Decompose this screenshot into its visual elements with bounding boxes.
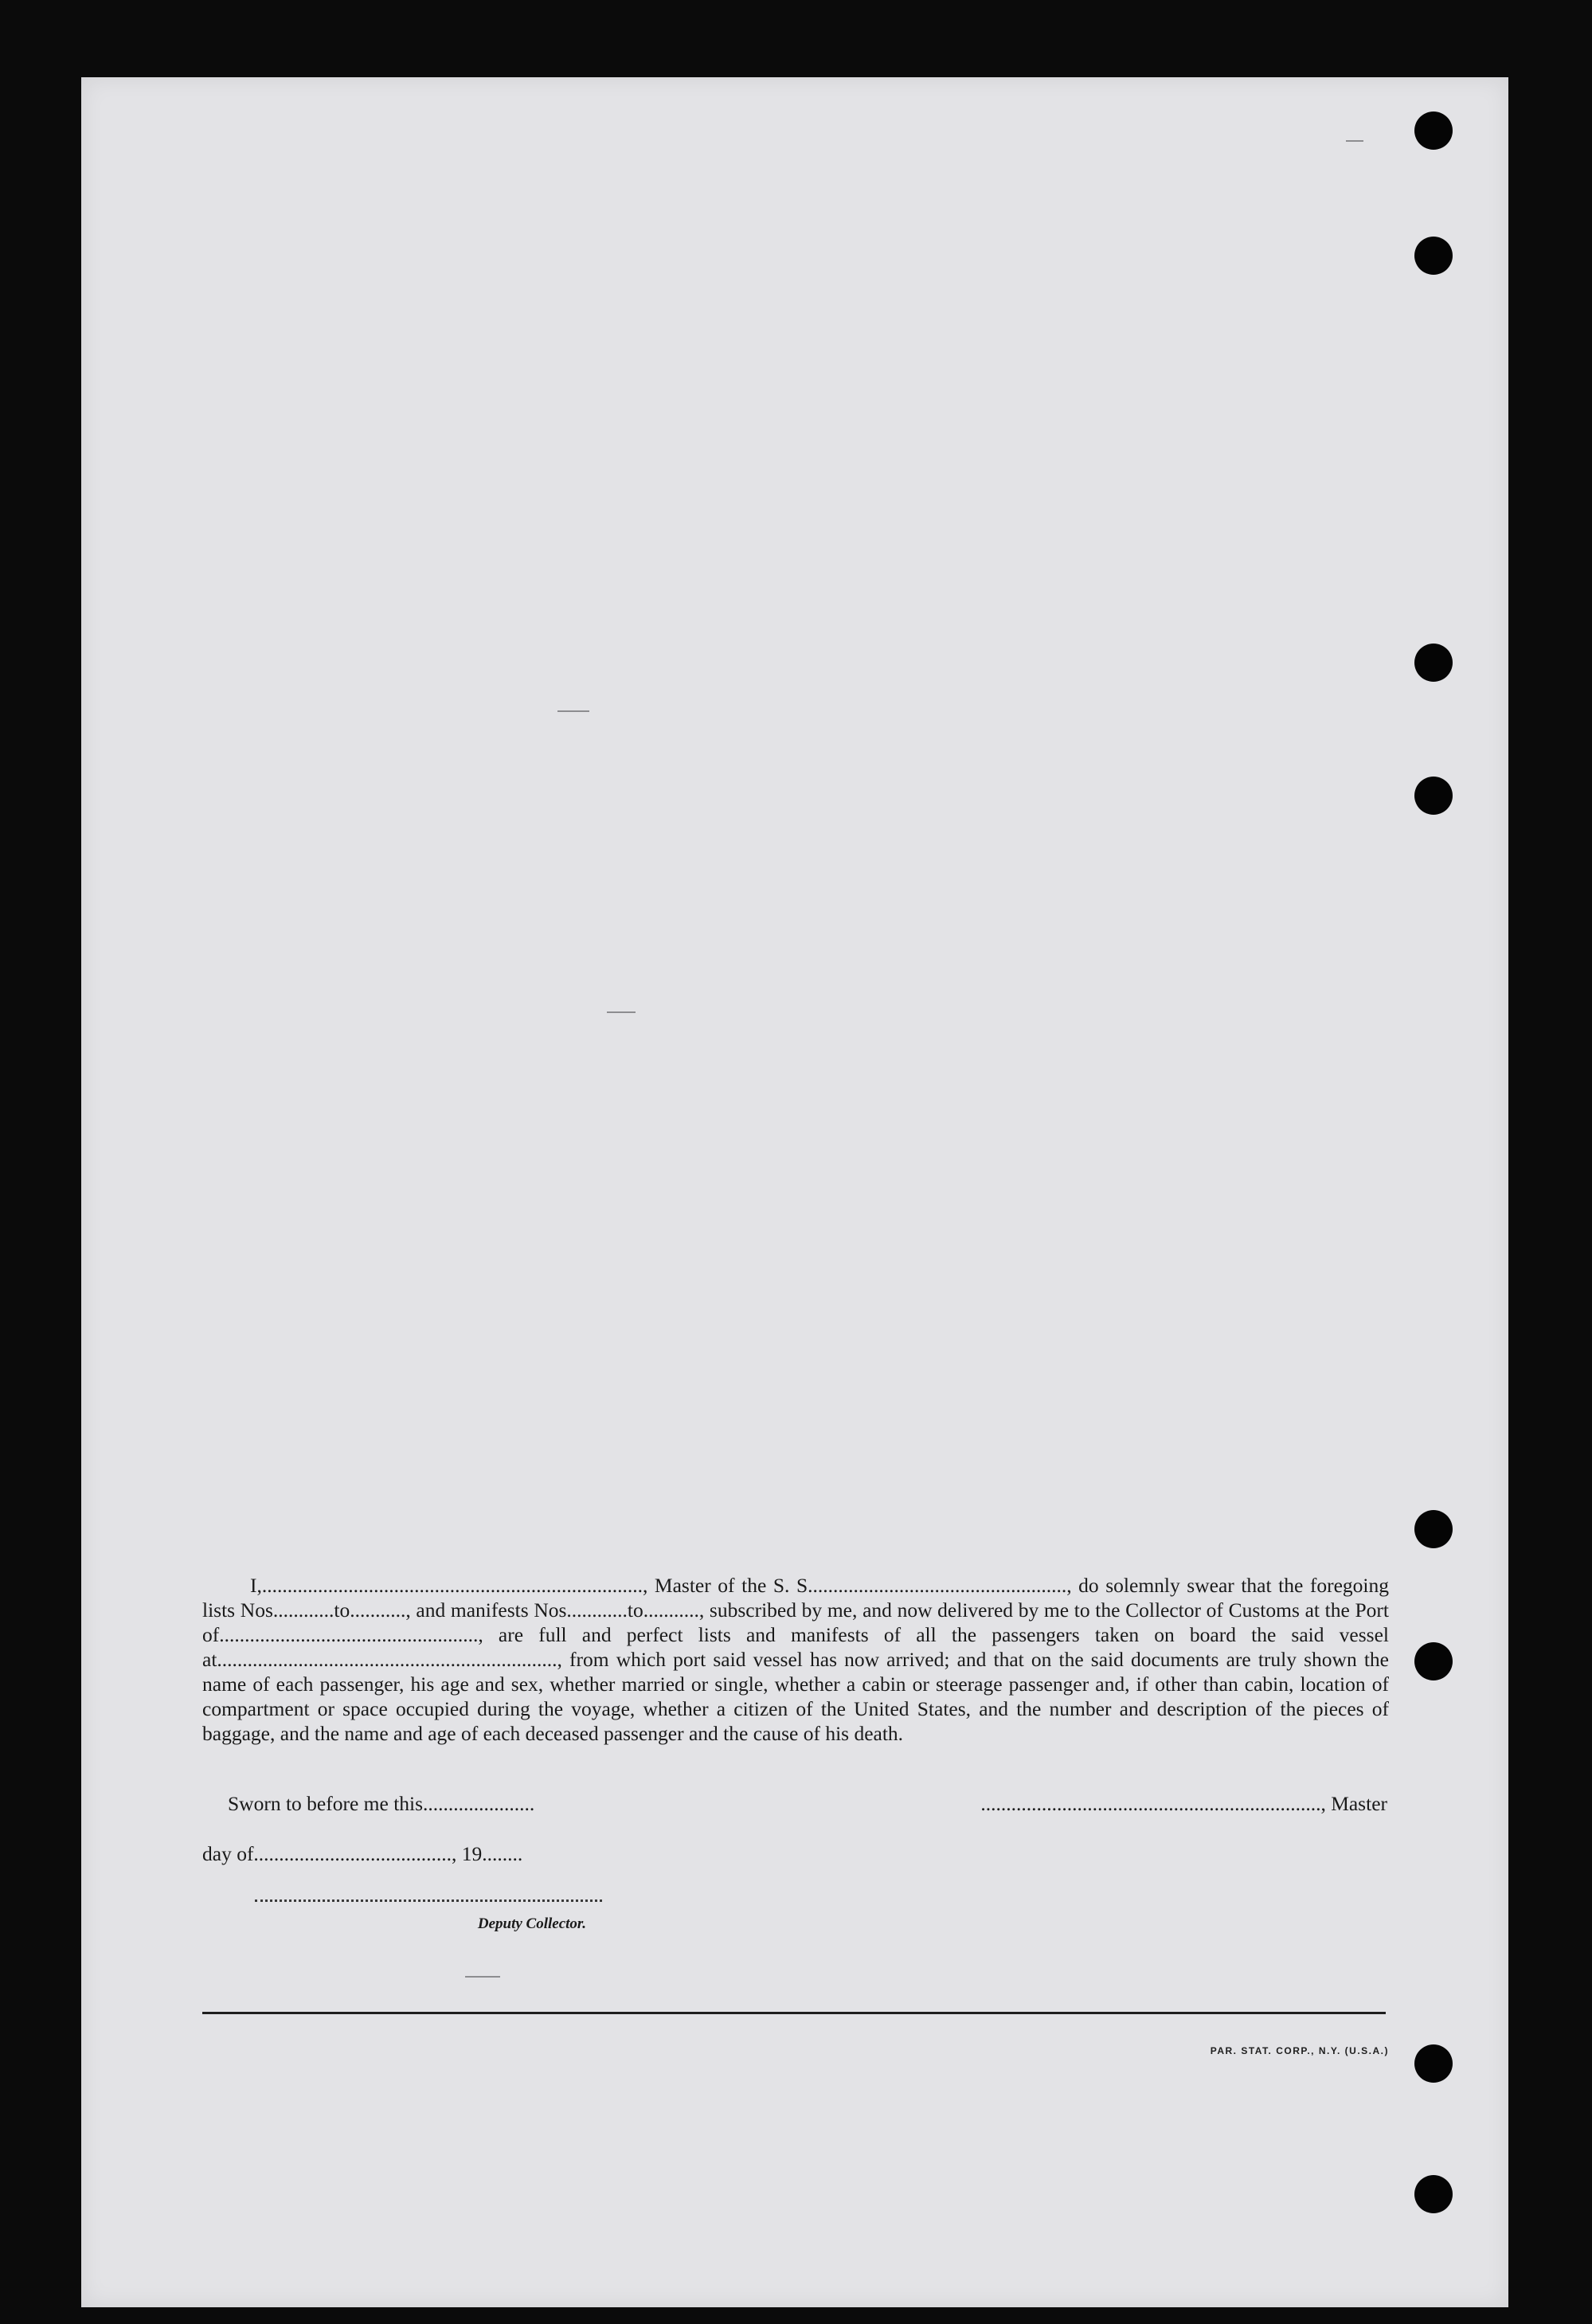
- punch-hole: [1414, 2175, 1453, 2213]
- deputy-collector-label: Deputy Collector.: [477, 1915, 586, 1932]
- oath-paragraph: I,..........................................................................., Master of the S. S..................................................., do solemnly swear that the foregoing lists Nos............to..........., and manifests Nos............to..........., subscribed by me, and now delivered by me to the Collector of Customs at the Port of..................................................., are full and perfect lists and manifests of all the passengers taken on board the said vessel at..................................................................., from which port said vessel has now arrived; and that on the said documents are truly shown the name of each passenger, his age and sex, whether married or single, whether a cabin or steerage passenger and, if other than cabin, location of compartment or space occupied during the voyage, whether a citizen of the United States, and the number and description of the pieces of baggage, and the name and age of each deceased passenger and the cause of his death.: [202, 1574, 1389, 1745]
- scan-mark: [607, 1011, 636, 1013]
- punch-hole: [1414, 1510, 1453, 1548]
- punch-hole: [1414, 1642, 1453, 1680]
- deputy-signature-line: [255, 1899, 602, 1902]
- scan-mark: [465, 1976, 500, 1978]
- master-signature-line: ..................................................................., Master: [980, 1792, 1387, 1815]
- manifest-sheet: [81, 77, 1508, 2307]
- punch-hole: [1414, 644, 1453, 682]
- punch-hole: [1414, 112, 1453, 150]
- scan-mark: [557, 710, 589, 712]
- sworn-before-line: Sworn to before me this......................: [228, 1792, 535, 1815]
- punch-hole: [1414, 2044, 1453, 2083]
- scan-mark: [1346, 140, 1363, 142]
- master-oath: [202, 1573, 1389, 1746]
- printer-imprint: PAR. STAT. CORP., N.Y. (U.S.A.): [1210, 2045, 1389, 2056]
- punch-hole: [1414, 237, 1453, 275]
- punch-hole: [1414, 777, 1453, 815]
- date-line: day of......................................., 19........: [202, 1842, 523, 1865]
- footer-rule: [202, 2012, 1386, 2014]
